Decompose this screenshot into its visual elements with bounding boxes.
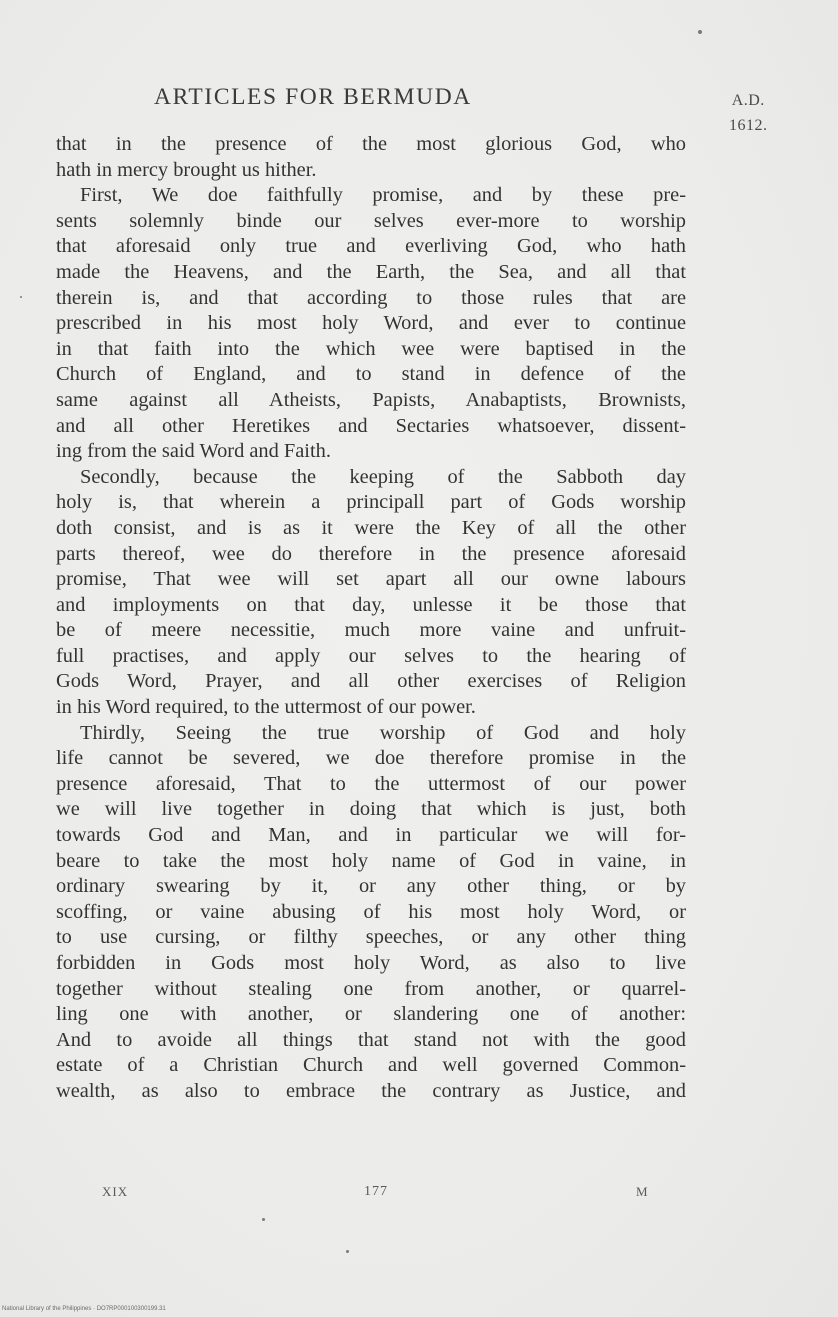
text-line: hath in mercy brought us hither.	[56, 158, 317, 181]
page-number: 177	[364, 1184, 388, 1199]
running-head: ARTICLES FOR BERMUDA	[154, 84, 472, 110]
text-line: sents solemnly binde our selves ever-more to worship	[56, 209, 686, 232]
text-line: Church of England, and to stand in defence of the	[56, 363, 686, 386]
text-line: promise, That wee will set apart all our owne labours	[56, 568, 686, 591]
text-line: doth consist, and is as it were the Key of all the other	[56, 516, 686, 539]
text-line: to use cursing, or filthy speeches, or any other thing	[56, 926, 686, 949]
text-line: life cannot be severed, we doe therefore promise in the	[56, 747, 686, 770]
text-line: towards God and Man, and in particular we will for-	[56, 824, 686, 847]
text-line: First, We doe faithfully promise, and by these pre-	[80, 184, 686, 207]
text-line: beare to take the most holy name of God in vaine, in	[56, 849, 686, 872]
text-line: be of meere necessitie, much more vaine and unfruit-	[56, 619, 686, 642]
text-line: prescribed in his most holy Word, and ever to continue	[56, 312, 686, 335]
paper-speck	[20, 296, 22, 298]
text-line: ing from the said Word and Faith.	[56, 440, 331, 463]
text-line: Secondly, because the keeping of the Sabboth day	[80, 465, 686, 488]
text-line: and all other Heretikes and Sectaries whatsoever, dissent-	[56, 414, 686, 437]
text-line: we will live together in doing that which is just, both	[56, 798, 686, 821]
text-line: wealth, as also to embrace the contrary as Justice, and	[56, 1079, 686, 1102]
paper-speck	[698, 30, 702, 34]
text-line: in his Word required, to the uttermost of our power.	[56, 696, 476, 719]
text-line: together without stealing one from another, or quarrel-	[56, 977, 686, 1000]
text-line: in that faith into the which wee were baptised in the	[56, 337, 686, 360]
text-line: presence aforesaid, That to the uttermost of our power	[56, 772, 686, 795]
text-line: that in the presence of the most glorious God, who	[56, 133, 686, 155]
text-line: holy is, that wherein a principall part of Gods worship	[56, 491, 686, 514]
text-line: ling one with another, or slandering one of another:	[56, 1003, 686, 1026]
text-line: Thirdly, Seeing the true worship of God and holy	[80, 721, 686, 744]
text-line: and imployments on that day, unlesse it be those that	[56, 593, 686, 616]
text-line: same against all Atheists, Papists, Anabaptists, Brownists,	[56, 388, 686, 411]
text-line: therein is, and that according to those rules that are	[56, 286, 686, 309]
margin-date-year: 1612.	[729, 117, 768, 134]
text-line: scoffing, or vaine abusing of his most holy Word, or	[56, 900, 686, 923]
signature-mark: M	[636, 1184, 649, 1199]
margin-date-era: A.D.	[731, 92, 765, 109]
text-line: ordinary swearing by it, or any other thing, or by	[56, 875, 686, 898]
signature-number: XIX	[102, 1184, 129, 1199]
text-line: full practises, and apply our selves to the hearing of	[56, 644, 686, 667]
text-line: Gods Word, Prayer, and all other exercises of Religion	[56, 670, 686, 693]
paper-speck	[262, 1218, 265, 1221]
margin-date	[729, 88, 768, 138]
text-line: parts thereof, wee do therefore in the presence aforesaid	[56, 542, 686, 565]
library-credit: National Library of the Philippines · DO7RP000100300199.31	[2, 1306, 166, 1312]
text-line: forbidden in Gods most holy Word, as also to live	[56, 952, 686, 974]
text-line: that aforesaid only true and everliving God, who hath	[56, 235, 686, 258]
text-line: estate of a Christian Church and well governed Common-	[56, 1054, 686, 1077]
body-text	[56, 132, 686, 1105]
text-line: made the Heavens, and the Earth, the Sea, and all that	[56, 260, 686, 283]
paper-speck	[346, 1250, 349, 1253]
text-line: And to avoide all things that stand not with the good	[56, 1028, 686, 1051]
